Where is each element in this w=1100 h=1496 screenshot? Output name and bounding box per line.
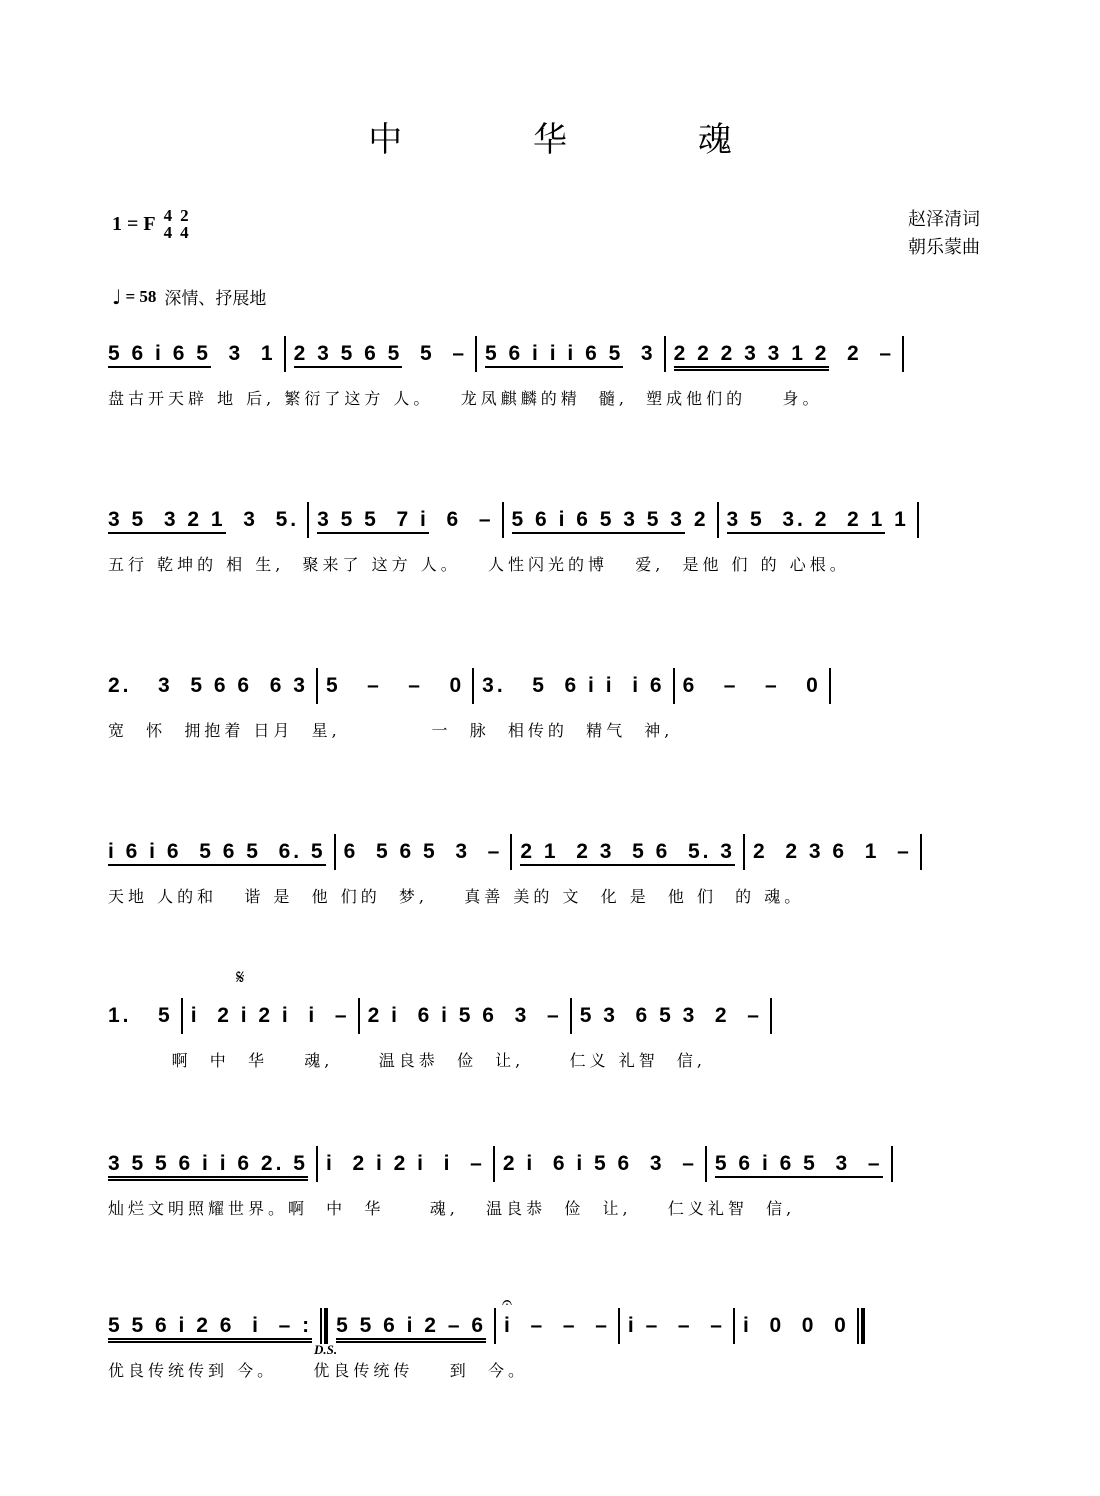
barline: [770, 998, 772, 1034]
double-barline: [320, 1308, 328, 1344]
note-group: 3 1: [210, 342, 276, 365]
note-group: 5 6 i i i 6 5: [485, 336, 623, 368]
barline: [902, 336, 904, 372]
note-group: 3 5 3 2 1: [108, 502, 226, 534]
note-group: 2 i 6 i 5 6 3 –: [367, 1004, 562, 1027]
time-signature-1: 4 4: [163, 206, 173, 242]
barline: [618, 1308, 620, 1344]
melody-line: [108, 1308, 984, 1348]
note-group: 1: [885, 508, 909, 531]
score-row: [108, 998, 984, 1072]
segno-icon: 𝄋: [236, 965, 245, 989]
note-group: 5 – – 0: [325, 674, 465, 697]
score-row: [108, 668, 984, 742]
barline: [891, 1146, 893, 1182]
barline: [829, 668, 831, 704]
note-group: 3 5.: [225, 508, 300, 531]
tempo-value: = 58: [125, 286, 157, 306]
note-group: 3 5 5 6 i i 6 2. 5: [108, 1146, 308, 1181]
barline: [673, 668, 675, 704]
barline: [334, 834, 336, 870]
note-group: 2 –: [829, 342, 895, 365]
lyric-line: 灿烂文明照耀世界。啊 中 华 魂, 温良恭 俭 让, 仁义礼智 信,: [108, 1199, 796, 1218]
score-row: [108, 336, 984, 410]
barline: [717, 502, 719, 538]
note-group: 6 –: [428, 508, 494, 531]
note-group: 6 – – 0: [682, 674, 821, 697]
lyric-line: 五行 乾坤的 相 生, 聚来了 这方 人。 人性闪光的博 爱, 是他 们 的 心根。: [108, 555, 850, 574]
barline: [502, 502, 504, 538]
tempo-marking: [112, 284, 266, 309]
note-group: 5 3 6 5 3 2 –: [579, 1004, 762, 1027]
note-group: 3. 5 6 i i i 6: [482, 674, 665, 697]
note-group: 5 5 6 i 2 6 i – :: [108, 1308, 312, 1343]
barline: [358, 998, 360, 1034]
barline: [920, 834, 922, 870]
melody-line: [108, 834, 984, 874]
lyric-line: 天地 人的和 谐 是 他 们的 梦, 真善 美的 文 化 是 他 们 的 魂。: [108, 887, 805, 906]
barline: [316, 668, 318, 704]
key-label: 1 = F: [112, 212, 156, 235]
lyric-line: 盘古开天辟 地 后, 繁衍了这方 人。 龙凤麒麟的精 髓, 塑成他们的 身。: [108, 389, 823, 408]
lyric-line: 宽 怀 拥抱着 日月 星, 一 脉 相传的 精气 神,: [108, 721, 674, 740]
note-group: 5 6 i 6 5 3 5 3: [512, 502, 685, 534]
note-group: 5 6 i 6 5: [108, 336, 211, 368]
page-title: 中 华 魂: [368, 120, 792, 160]
barline: [316, 1146, 318, 1182]
melody-line: [108, 336, 984, 376]
note-group: 5 6 i 6 5 3 –: [715, 1146, 883, 1178]
melody-line: [108, 1146, 984, 1186]
tempo-expression: 深情、抒展地: [164, 289, 267, 309]
note-group: 2 2 2 3 3 1 2: [674, 336, 830, 371]
barline: [472, 668, 474, 704]
note-group: 5 –: [402, 342, 468, 365]
score-row: [108, 1146, 984, 1220]
score-row: [108, 1308, 984, 1382]
barline: [181, 998, 183, 1034]
barline: [307, 502, 309, 538]
barline: [664, 336, 666, 372]
lyricist: 赵泽清词: [908, 209, 980, 230]
barline: [570, 998, 572, 1034]
key-signature: [112, 206, 189, 242]
composer: 朝乐蒙曲: [908, 237, 980, 258]
note-group: 2 3 5 6 5: [294, 336, 403, 368]
melody-line: [108, 668, 984, 708]
note-group: 1. 5: [108, 1004, 173, 1027]
note-group: 3 5 3. 2 2 1: [727, 502, 886, 534]
note-group: 2: [684, 508, 709, 531]
barline: [705, 1146, 707, 1182]
note-group: 2. 3 5 6 6 6 3: [108, 674, 308, 697]
melody-line: [108, 502, 984, 542]
note-group: 3: [623, 342, 656, 365]
note-group: 2 1 2 3 5 6 5. 3: [520, 834, 735, 866]
note-group: i – – –: [504, 1314, 610, 1337]
barline: [475, 336, 477, 372]
note-group: i 2 i 2 i i –: [190, 1004, 350, 1027]
melody-line: [108, 998, 984, 1038]
time-signature-2: 2 4: [180, 206, 189, 242]
score-row: [108, 502, 984, 576]
barline: [493, 1146, 495, 1182]
fermata-icon: 𝄐: [502, 1292, 513, 1313]
double-barline: [857, 1308, 865, 1344]
barline: [743, 834, 745, 870]
note-group: 3 5 5 7 i: [317, 502, 429, 534]
score-row: [108, 834, 984, 908]
note-group: i – – –: [627, 1314, 725, 1337]
lyric-line: 优良传统传到 今。 优良传统传 到 今。: [108, 1361, 528, 1380]
ds-marking: D.S.: [314, 1342, 338, 1357]
note-group: 2 2 3 6 1 –: [753, 840, 912, 863]
barline: [284, 336, 286, 372]
lyric-line: 啊 中 华 魂, 温良恭 俭 让, 仁义 礼智 信,: [108, 1051, 707, 1070]
note-group: 2 i 6 i 5 6 3 –: [502, 1152, 697, 1175]
barline: [510, 834, 512, 870]
credits: [908, 206, 980, 262]
barline: [733, 1308, 735, 1344]
barline: [494, 1308, 496, 1344]
note-group: i 0 0 0: [742, 1314, 849, 1337]
note-group: i 2 i 2 i i –: [325, 1152, 485, 1175]
note-group: i 6 i 6 5 6 5 6. 5: [108, 834, 326, 866]
barline: [917, 502, 919, 538]
note-group: 6 5 6 5 3 –: [343, 840, 503, 863]
quarter-note-icon: ♩: [112, 284, 122, 309]
note-group: 5 5 6 i 2 – 6: [336, 1308, 486, 1343]
